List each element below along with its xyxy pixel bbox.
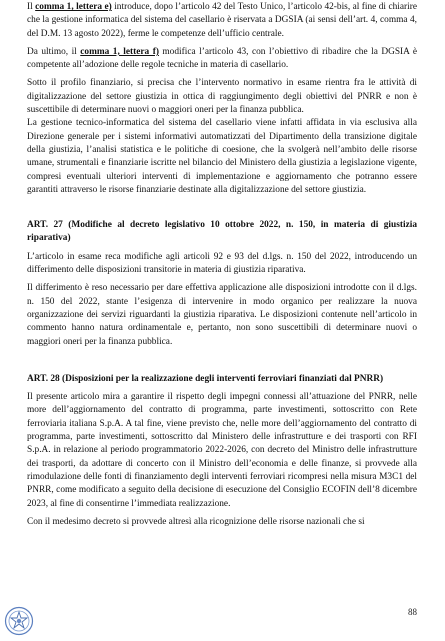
document-page — [27, 0, 417, 534]
comma-e-reference: comma 1, lettera e) — [35, 2, 112, 12]
article-28-paragraph-1: Il presente articolo mira a garantire il rispetto degli impegni connessi all’attuazione del PNRR, nelle more dell’aggiornamento del contratto di programma, parte investimenti, sottoscritto con Rete ferroviaria italiana S.p.A. A tal fine, viene previsto che, nelle more dell’aggiornamento del contratto di programma, parte investimenti, sottoscritto dal Ministero delle infrastrutture e dei trasporti con RFI S.p.A. in relazione al periodo programmatorio 2022-2026, con decreto del Ministro delle infrastrutture dei trasporti, da adottare di concerto con il Ministro dell’economia e delle finanze, si provvede alla rimodulazione delle fonti di finanziamento degli interventi ferroviari ricompresi nella misura M3C1 del PNRR, come modificato a seguito della decisione di esecuzione del Consiglio ECOFIN dell’8 dicembre 2023, al fine di consentirne l’immediata realizzazione. — [27, 392, 417, 509]
article-27-paragraph-1: L’articolo in esame reca modifiche agli articoli 92 e 93 del d.lgs. n. 150 del 2022, introducendo un differimento delle disposizioni transitorie in materia di giustizia riparativa. — [27, 251, 417, 276]
comma-f-reference: comma 1, lettera f) — [80, 46, 159, 57]
ministry-seal-icon — [4, 606, 34, 636]
page-number: 88 — [408, 607, 417, 617]
article-28-heading: ART. 28 (Disposizioni per la realizzazione degli interventi ferroviari finanziati dal PNRR) — [27, 373, 384, 384]
text-fragment: Da ultimo, il — [27, 46, 81, 57]
text-fragment: modifica l’articolo 43, con l’obiettivo di ribadire che la DGSIA è competente all’adozione delle regole tecniche in materia di casellario. — [27, 46, 417, 71]
text-fragment: Il — [27, 2, 36, 12]
article-28-paragraph-2: Con il medesimo decreto si provvede altresì alla ricognizione delle risorse nazionali che si — [27, 516, 365, 527]
text-fragment: introduce, dopo l’articolo 42 del Testo Unico, l’articolo 42-bis, al fine di chiarire che la gestione informatica del sistema del casellario è riservata a DGSIA (ai sensi dell’art. 4, comma 4, del D.M. 13 agosto 2022), ferme le competenze dell’ufficio centrale. — [27, 2, 418, 39]
paragraph-comma-e — [27, 1, 417, 41]
paragraph-financial-profile: Sotto il profilo finanziario, si precisa che l’intervento normativo in esame rientra fra le attività di digitalizzazione del settore giustizia in ottica di raggiungimento degli obiettivi del PNRR e non è suscettibile di determinare nuovi o maggiori oneri per la finanza pubblica. — [27, 78, 417, 116]
paragraph-technical-management: La gestione tecnico-informatica del sistema del casellario viene infatti affidata in via esclusiva alla Direzione generale per i sistemi informativi automatizzati del Dipartimento della transizione digitale della giustizia, l’analisi statistica e le politiche di coesione, che la svolgerà nell’ambito delle risorse umane, strumentali e finanziarie iscritte nel bilancio del Ministero della giustizia a legislazione vigente, compresi eventuali ulteriori interventi di implementazione e aggiornamento che potranno essere garantiti attraverso le risorse finanziarie destinate alla digitalizzazione del settore giustizia. — [27, 118, 417, 195]
paragraph-comma-f — [27, 46, 417, 73]
article-27-paragraph-2: Il differimento è reso necessario per dare effettiva applicazione alle disposizioni introdotte con il d.lgs. n. 150 del 2022, stante l’esigenza di intervenire in modo organico per realizzare la nuova organizzazione dei servizi riguardanti la giustizia riparativa. Le disposizioni contenute nell’articolo in commento hanno natura ordinamentale e, pertanto, non sono suscettibili di determinare nuovi o maggiori oneri per la finanza pubblica. — [27, 283, 417, 347]
article-27-heading: ART. 27 (Modifiche al decreto legislativo 10 ottobre 2022, n. 150, in materia di giustizia riparativa) — [27, 220, 417, 244]
